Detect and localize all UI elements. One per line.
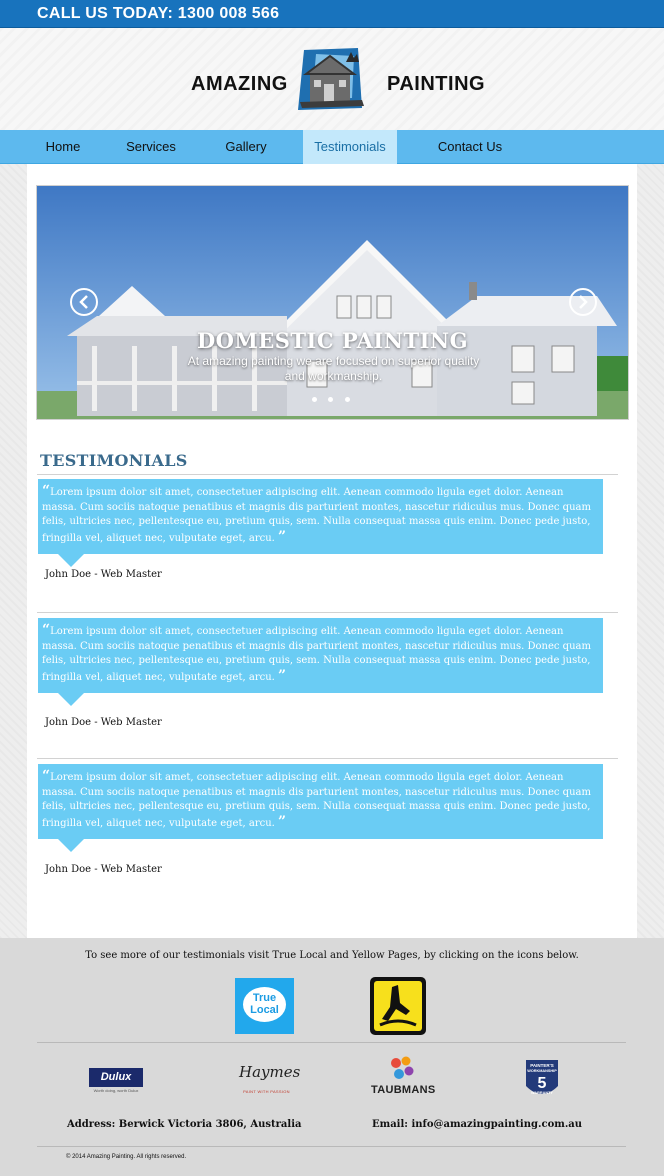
open-quote-icon: “	[42, 483, 51, 499]
call-us-text[interactable]: CALL US TODAY: 1300 008 566	[37, 5, 280, 22]
speech-tail	[58, 839, 84, 852]
nav-services[interactable]: Services	[126, 139, 176, 154]
badge-line1: PAINTER'S	[530, 1063, 554, 1068]
main-navigation	[0, 130, 664, 164]
speech-tail	[58, 554, 84, 567]
slider-prev-button[interactable]	[70, 288, 98, 316]
slider-dot-2[interactable]	[328, 397, 333, 402]
testimonial-author: John Doe - Web Master	[45, 569, 162, 580]
testimonial-author: John Doe - Web Master	[45, 717, 162, 728]
testimonial-text: Lorem ipsum dolor sit amet, consectetuer adipiscing elit. Aenean commodo ligula eget dolor. Aenean massa. Cum sociis natoque penatibus et magnis dis parturient montes, nascetur ridiculus mus. Donec quam felis, ultricies nec, pellentesque eu, pretium quis, sem. Nulla consequat massa quis enim. Donec pede justo, fringilla vel, aliquet nec, vulputate eget, arcu.	[42, 772, 591, 829]
divider	[37, 1146, 626, 1147]
close-quote-icon: ”	[278, 813, 287, 830]
slide-title: DOMESTIC PAINTING	[196, 328, 469, 353]
chevron-left-icon	[72, 290, 96, 314]
nav-gallery[interactable]: Gallery	[225, 139, 267, 154]
footer-email[interactable]: Email: info@amazingpainting.com.au	[372, 1119, 583, 1130]
true-local-label: Local	[250, 1004, 279, 1016]
divider	[37, 612, 618, 613]
nav-testimonials[interactable]: Testimonials	[303, 130, 397, 164]
nav-contact-us[interactable]: Contact Us	[437, 139, 503, 154]
footer-note: To see more of our testimonials visit True Local and Yellow Pages, by clicking on the icons below.	[85, 950, 579, 961]
close-quote-icon: ”	[278, 528, 287, 545]
workmanship-warranty-badge-icon	[524, 1058, 560, 1100]
slide-caption: At amazing painting we are focused on superior quality and workmanship.	[187, 354, 480, 383]
testimonial-quote-2	[38, 618, 603, 693]
testimonial-quote-3	[38, 764, 603, 839]
house-logo-icon[interactable]	[296, 48, 366, 112]
haymes-logo: Haymes	[239, 1063, 301, 1081]
taubmans-dots-icon	[388, 1056, 416, 1082]
divider	[37, 1042, 626, 1043]
yellow-pages-link[interactable]	[370, 977, 426, 1035]
nav-home[interactable]: Home	[45, 139, 81, 154]
slider-house-image	[37, 186, 629, 420]
hero-slider[interactable]	[36, 185, 629, 420]
open-quote-icon: “	[42, 622, 51, 638]
site-header	[0, 28, 664, 130]
top-bar	[0, 0, 664, 28]
slider-dot-1[interactable]	[312, 397, 317, 402]
footer-address: Address: Berwick Victoria 3806, Australia	[67, 1119, 302, 1130]
divider	[37, 758, 618, 759]
chevron-right-icon	[571, 290, 595, 314]
testimonial-author: John Doe - Web Master	[45, 864, 162, 875]
speech-tail	[58, 693, 84, 706]
site-footer	[0, 938, 664, 1176]
copyright-text: © 2014 Amazing Painting. All rights reserved.	[66, 1154, 187, 1160]
testimonials-heading: TESTIMONIALS	[40, 451, 188, 470]
slider-next-button[interactable]	[569, 288, 597, 316]
haymes-tagline: PAINT WITH PASSION	[243, 1089, 290, 1094]
dulux-tagline: Worth doing, worth Dulux	[93, 1088, 139, 1093]
divider	[37, 474, 618, 475]
slider-dot-3[interactable]	[345, 397, 350, 402]
brand-name-right[interactable]: PAINTING	[387, 73, 486, 95]
testimonial-quote-1	[38, 479, 603, 554]
close-quote-icon: ”	[278, 667, 287, 684]
brand-name-left[interactable]: AMAZING	[191, 73, 288, 95]
badge-line2: WORKMANSHIP	[527, 1069, 557, 1073]
dulux-logo: Dulux	[89, 1068, 143, 1087]
testimonial-text: Lorem ipsum dolor sit amet, consectetuer adipiscing elit. Aenean commodo ligula eget dolor. Aenean massa. Cum sociis natoque penatibus et magnis dis parturient montes, nascetur ridiculus mus. Donec quam felis, ultricies nec, pellentesque eu, pretium quis, sem. Nulla consequat massa quis enim. Donec pede justo, fringilla vel, aliquet nec, vulputate eget, arcu.	[42, 487, 591, 544]
true-local-label: True	[252, 992, 277, 1004]
badge-number: 5	[537, 1075, 547, 1092]
taubmans-logo: TAUBMANS	[371, 1084, 436, 1096]
yellow-pages-walking-fingers-icon	[374, 981, 422, 1031]
testimonial-text: Lorem ipsum dolor sit amet, consectetuer adipiscing elit. Aenean commodo ligula eget dolor. Aenean massa. Cum sociis natoque penatibus et magnis dis parturient montes, nascetur ridiculus mus. Donec quam felis, ultricies nec, pellentesque eu, pretium quis, sem. Nulla consequat massa quis enim. Donec pede justo, fringilla vel, aliquet nec, vulputate eget, arcu.	[42, 626, 591, 683]
open-quote-icon: “	[42, 768, 51, 784]
true-local-link[interactable]	[235, 978, 294, 1034]
badge-line3: WARRANTY	[531, 1091, 553, 1095]
